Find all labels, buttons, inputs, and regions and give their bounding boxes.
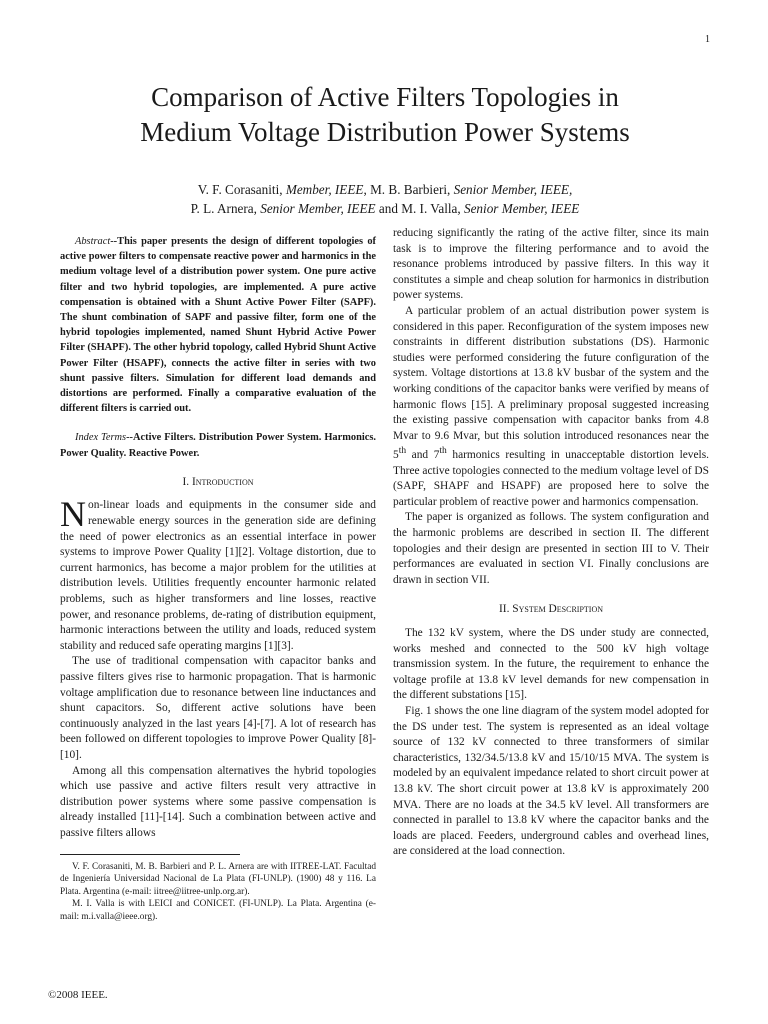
author-grade: Senior Member, IEEE xyxy=(463,201,580,216)
intro-paragraph-1 xyxy=(60,494,376,654)
left-column xyxy=(60,226,376,923)
footnote-rule xyxy=(60,854,240,855)
intro-paragraph-1-text: on-linear loads and equipments in the consumer side and renewable energy sources in the generation side are defining the need of power electronics as an essential interface in power systems to improve Power Quality [1][2]. Voltage distortion, due to current harmonics, has become a major problem for the utilities at distribution levels. Utilities frequently encounter harmonic related problems, such as higher transformers and line losses, reactive power, and resonance problems, de-rating of distribution equipment, harmonic interactions between the utility and loads, reduced system stability and reduced safe operating margins [1][3]. xyxy=(60,499,376,652)
author-grade: Senior Member, IEEE xyxy=(260,201,376,216)
title-line-1: Comparison of Active Filters Topologies in xyxy=(151,82,619,112)
author-line-1 xyxy=(60,180,710,199)
problem-paragraph xyxy=(393,304,709,511)
system-paragraph-1: The 132 kV system, where the DS under study are connected, works meshed and connected to the 500 kV high voltage transmission system. In the future, the requirement to enhance the voltage profile at 13.8 kV level demands for new compensation in the different substations [15]. xyxy=(393,627,709,702)
problem-text-2: and 7 xyxy=(406,449,440,462)
right-column xyxy=(393,226,709,860)
problem-text-3: harmonics resulting in unacceptable distortion levels. Three active topologies connected to the medium voltage level of DS (SAPF, SHAPF and HSAPF) are proposed here to solve the particular problem of reactive power and harmonics compensation. xyxy=(393,449,709,508)
author-name: , M. B. Barbieri, xyxy=(363,182,454,197)
author-grade: Senior Member, IEEE, xyxy=(453,182,573,197)
footnote-1: V. F. Corasaniti, M. B. Barbieri and P. L. Arnera are with IITREE-LAT. Facultad de Ingeniería Universidad Nacional de La Plata (FI-UNLP). (1900) 48 y 116. La Plata. Argentina (e-mail: iitree@iitree-unlp.org.ar). xyxy=(60,861,376,897)
superscript: th xyxy=(439,446,447,457)
author-name: P. L. Arnera, xyxy=(190,201,261,216)
problem-text-1: A particular problem of an actual distribution power system is considered in this paper. Reconfiguration of the system imposes new constraints in different distribution substations (DS). Harmonic studies were performed considering the future configuration of the system. Voltage distortions at 13.8 kV busbar of the system and the working conditions of the capacitor banks were verified by means of harmonic flows [15]. A preliminary proposal suggested increasing the existing passive compensation with capacitor banks from 4.8 Mvar to 9.6 Mvar, but this solution introduced resonances near the 5 xyxy=(393,304,709,462)
author-list xyxy=(60,180,710,218)
abstract-text: --This paper presents the design of different topologies of active power filters to compensate reactive power and harmonics in the medium voltage level of a distribution power system. One pure active filter and two hybrid topologies, are implemented. A pure active compensation is obtained with a Shunt Active Power Filter (SAPF). The shunt combination of SAPF and passive filter, form one of the hybrid topologies implemented, named Shunt Hybrid Active Power Filter (SHAPF). The other hybrid topology, called Hybrid Shunt Active Power Filter (HSAPF), connects the active filter in series with two shunt passive filters. Simulation for different load demands and distortions are performed. Finally a comparative evaluation of the different filters is carried out. xyxy=(60,236,376,415)
drop-cap: N xyxy=(60,494,86,535)
author-grade: Member, IEEE xyxy=(285,182,364,197)
footnote-2: M. I. Valla is with LEICI and CONICET. (FI-UNLP). La Plata. Argentina (e-mail: m.i.valla@ieee.org). xyxy=(60,899,376,922)
author-line-2 xyxy=(60,199,710,218)
page-number: 1 xyxy=(705,34,710,45)
system-paragraph-2: Fig. 1 shows the one line diagram of the system model adopted for the DS under test. The system is represented as an ideal voltage source of 132 kV connected to three transformers of similar characteristics, 132/34.5/13.8 kV and 15/10/15 MVA. The system is modeled by an equivalent impedance related to short circuit power at 13.8 kV. The short circuit power at 13.8 kV is approximately 200 MVA. There are no loads at the 34.5 kV level. All transformers are connected in parallel to 13.8 kV where the capacitor banks and the loads are placed. Feeders, underground cables and overhead lines, are considered at the load connection. xyxy=(393,705,710,858)
intro-paragraph-3: Among all this compensation alternatives the hybrid topologies which use passive and active filters result very attractive in distribution power systems where some passive compensation is already installed [11]-[14]. Such a combination between active and passive filters allows xyxy=(60,764,376,839)
index-terms xyxy=(60,430,376,460)
section-heading-system-description: II. System Description xyxy=(498,603,604,616)
section-heading-introduction: I. Introduction xyxy=(182,475,254,488)
title-line-2: Medium Voltage Distribution Power Systems xyxy=(140,117,630,147)
abstract xyxy=(60,234,376,416)
index-terms-label: Index Terms xyxy=(75,432,127,444)
index-terms-text: --Active Filters. Distribution Power System. Harmonics. Power Quality. Reactive Power. xyxy=(60,432,377,459)
organization-paragraph: The paper is organized as follows. The system configuration and the harmonic problems are described in section II. The different topologies and their design are presented in section III to V. Their performances are evaluated in section VI. Finally conclusions are drawn in section VII. xyxy=(393,511,709,586)
abstract-label: Abstract xyxy=(75,236,111,247)
author-name: V. F. Corasaniti, xyxy=(197,182,286,197)
copyright-notice: ©2008 IEEE. xyxy=(48,989,108,1001)
superscript: th xyxy=(398,446,407,457)
author-name: and M. I. Valla, xyxy=(375,201,464,216)
intro-paragraph-2: The use of traditional compensation with capacitor banks and passive filters gives rise to harmonic propagation. That is harmonic voltage amplification due to resonance between line inductances and shunt capacitors. So, different active solutions have been continuously analyzed in the last years [4]-[7]. A lot of research has been followed on different topologies to improve Power Quality [8]-[10]. xyxy=(60,655,376,761)
continued-paragraph: reducing significantly the rating of the active filter, since its main task is to improve the filtering performance and to avoid the resonance problems introduced by passive filters. In this way it constitutes a simple and cheap solution for harmonics in distribution power systems. xyxy=(393,227,709,302)
paper-title xyxy=(60,80,710,150)
